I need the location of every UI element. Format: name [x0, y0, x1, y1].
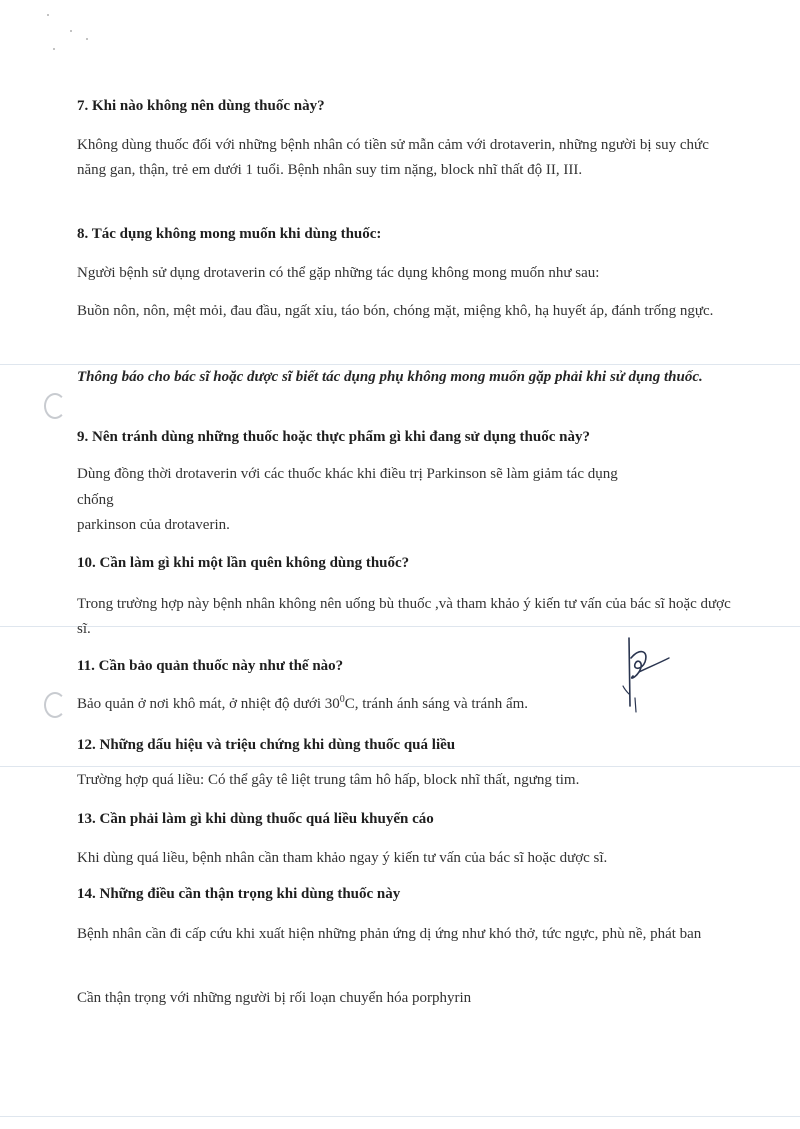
section-9-heading: 9. Nên tránh dùng những thuốc hoặc thực phẩm gì khi đang sử dụng thuốc này?	[77, 429, 590, 445]
section-9-line-3: parkinson của drotaverin.	[77, 517, 230, 533]
section-8-note: Thông báo cho bác sĩ hoặc dược sĩ biết tác dụng phụ không mong muốn gặp phải khi sử dụng thuốc.	[77, 369, 703, 385]
section-9-line-2: chống	[77, 492, 114, 508]
section-14-heading: 14. Những điều cần thận trọng khi dùng thuốc này	[77, 886, 401, 902]
section-8-heading: 8. Tác dụng không mong muốn khi dùng thuốc:	[77, 226, 382, 242]
section-10-heading: 10. Cần làm gì khi một lần quên không dùng thuốc?	[77, 555, 410, 571]
storage-degree: 0	[339, 694, 345, 705]
scan-speck	[86, 38, 88, 40]
scan-speck	[53, 48, 55, 50]
section-7-heading: 7. Khi nào không nên dùng thuốc này?	[77, 98, 325, 114]
section-11-heading: 11. Cần bảo quản thuốc này như thế nào?	[77, 658, 344, 674]
storage-text-after: C, tránh ánh sáng và tránh ẩm.	[344, 696, 529, 712]
storage-text-before: Bảo quản ở nơi khô mát, ở nhiệt độ dưới 30	[77, 696, 340, 712]
scan-speck	[70, 30, 72, 32]
section-12-heading: 12. Những dấu hiệu và triệu chứng khi dùng thuốc quá liều	[77, 737, 456, 753]
section-14-paragraph-1: Bệnh nhân cần đi cấp cứu khi xuất hiện những phản ứng dị ứng như khó thở, tức ngực, phù nề, phát ban	[77, 926, 702, 942]
scan-speck	[47, 14, 49, 16]
section-10-paragraph: Trong trường hợp này bệnh nhân không nên uống bù thuốc ,và tham khảo ý kiến tư vấn của bác sĩ hoặc dược sĩ.	[77, 596, 731, 637]
section-11-storage	[77, 694, 528, 713]
section-7-paragraph: Không dùng thuốc đối với những bệnh nhân có tiền sử mẫn cảm với drotaverin, những người bị suy chức năng gan, thận, trẻ em dưới 1 tuổi. Bệnh nhân suy tim nặng, block nhĩ thất độ II, III.	[77, 137, 709, 178]
punch-hole	[44, 393, 66, 419]
section-14-paragraph-2: Cần thận trọng với những người bị rối loạn chuyển hóa porphyrin	[77, 990, 472, 1006]
section-9-line-1: Dùng đồng thời drotaverin với các thuốc khác khi điều trị Parkinson sẽ làm giảm tác dụng	[77, 466, 618, 482]
scan-line	[0, 766, 800, 767]
handwritten-signature	[615, 636, 675, 714]
section-12-paragraph: Trường hợp quá liều: Có thể gây tê liệt trung tâm hô hấp, block nhĩ thất, ngưng tim.	[77, 772, 580, 788]
section-13-paragraph: Khi dùng quá liều, bệnh nhân cần tham khảo ngay ý kiến tư vấn của bác sĩ hoặc dược sĩ.	[77, 850, 608, 866]
section-8-intro: Người bệnh sử dụng drotaverin có thể gặp những tác dụng không mong muốn như sau:	[77, 265, 600, 281]
section-13-heading: 13. Cần phải làm gì khi dùng thuốc quá liều khuyến cáo	[77, 811, 434, 827]
section-8-effects: Buồn nôn, nôn, mệt mỏi, đau đầu, ngất xỉu, táo bón, chóng mặt, miệng khô, hạ huyết áp, đánh trống ngực.	[77, 303, 714, 319]
scan-line	[0, 1116, 800, 1117]
punch-hole	[44, 692, 66, 718]
